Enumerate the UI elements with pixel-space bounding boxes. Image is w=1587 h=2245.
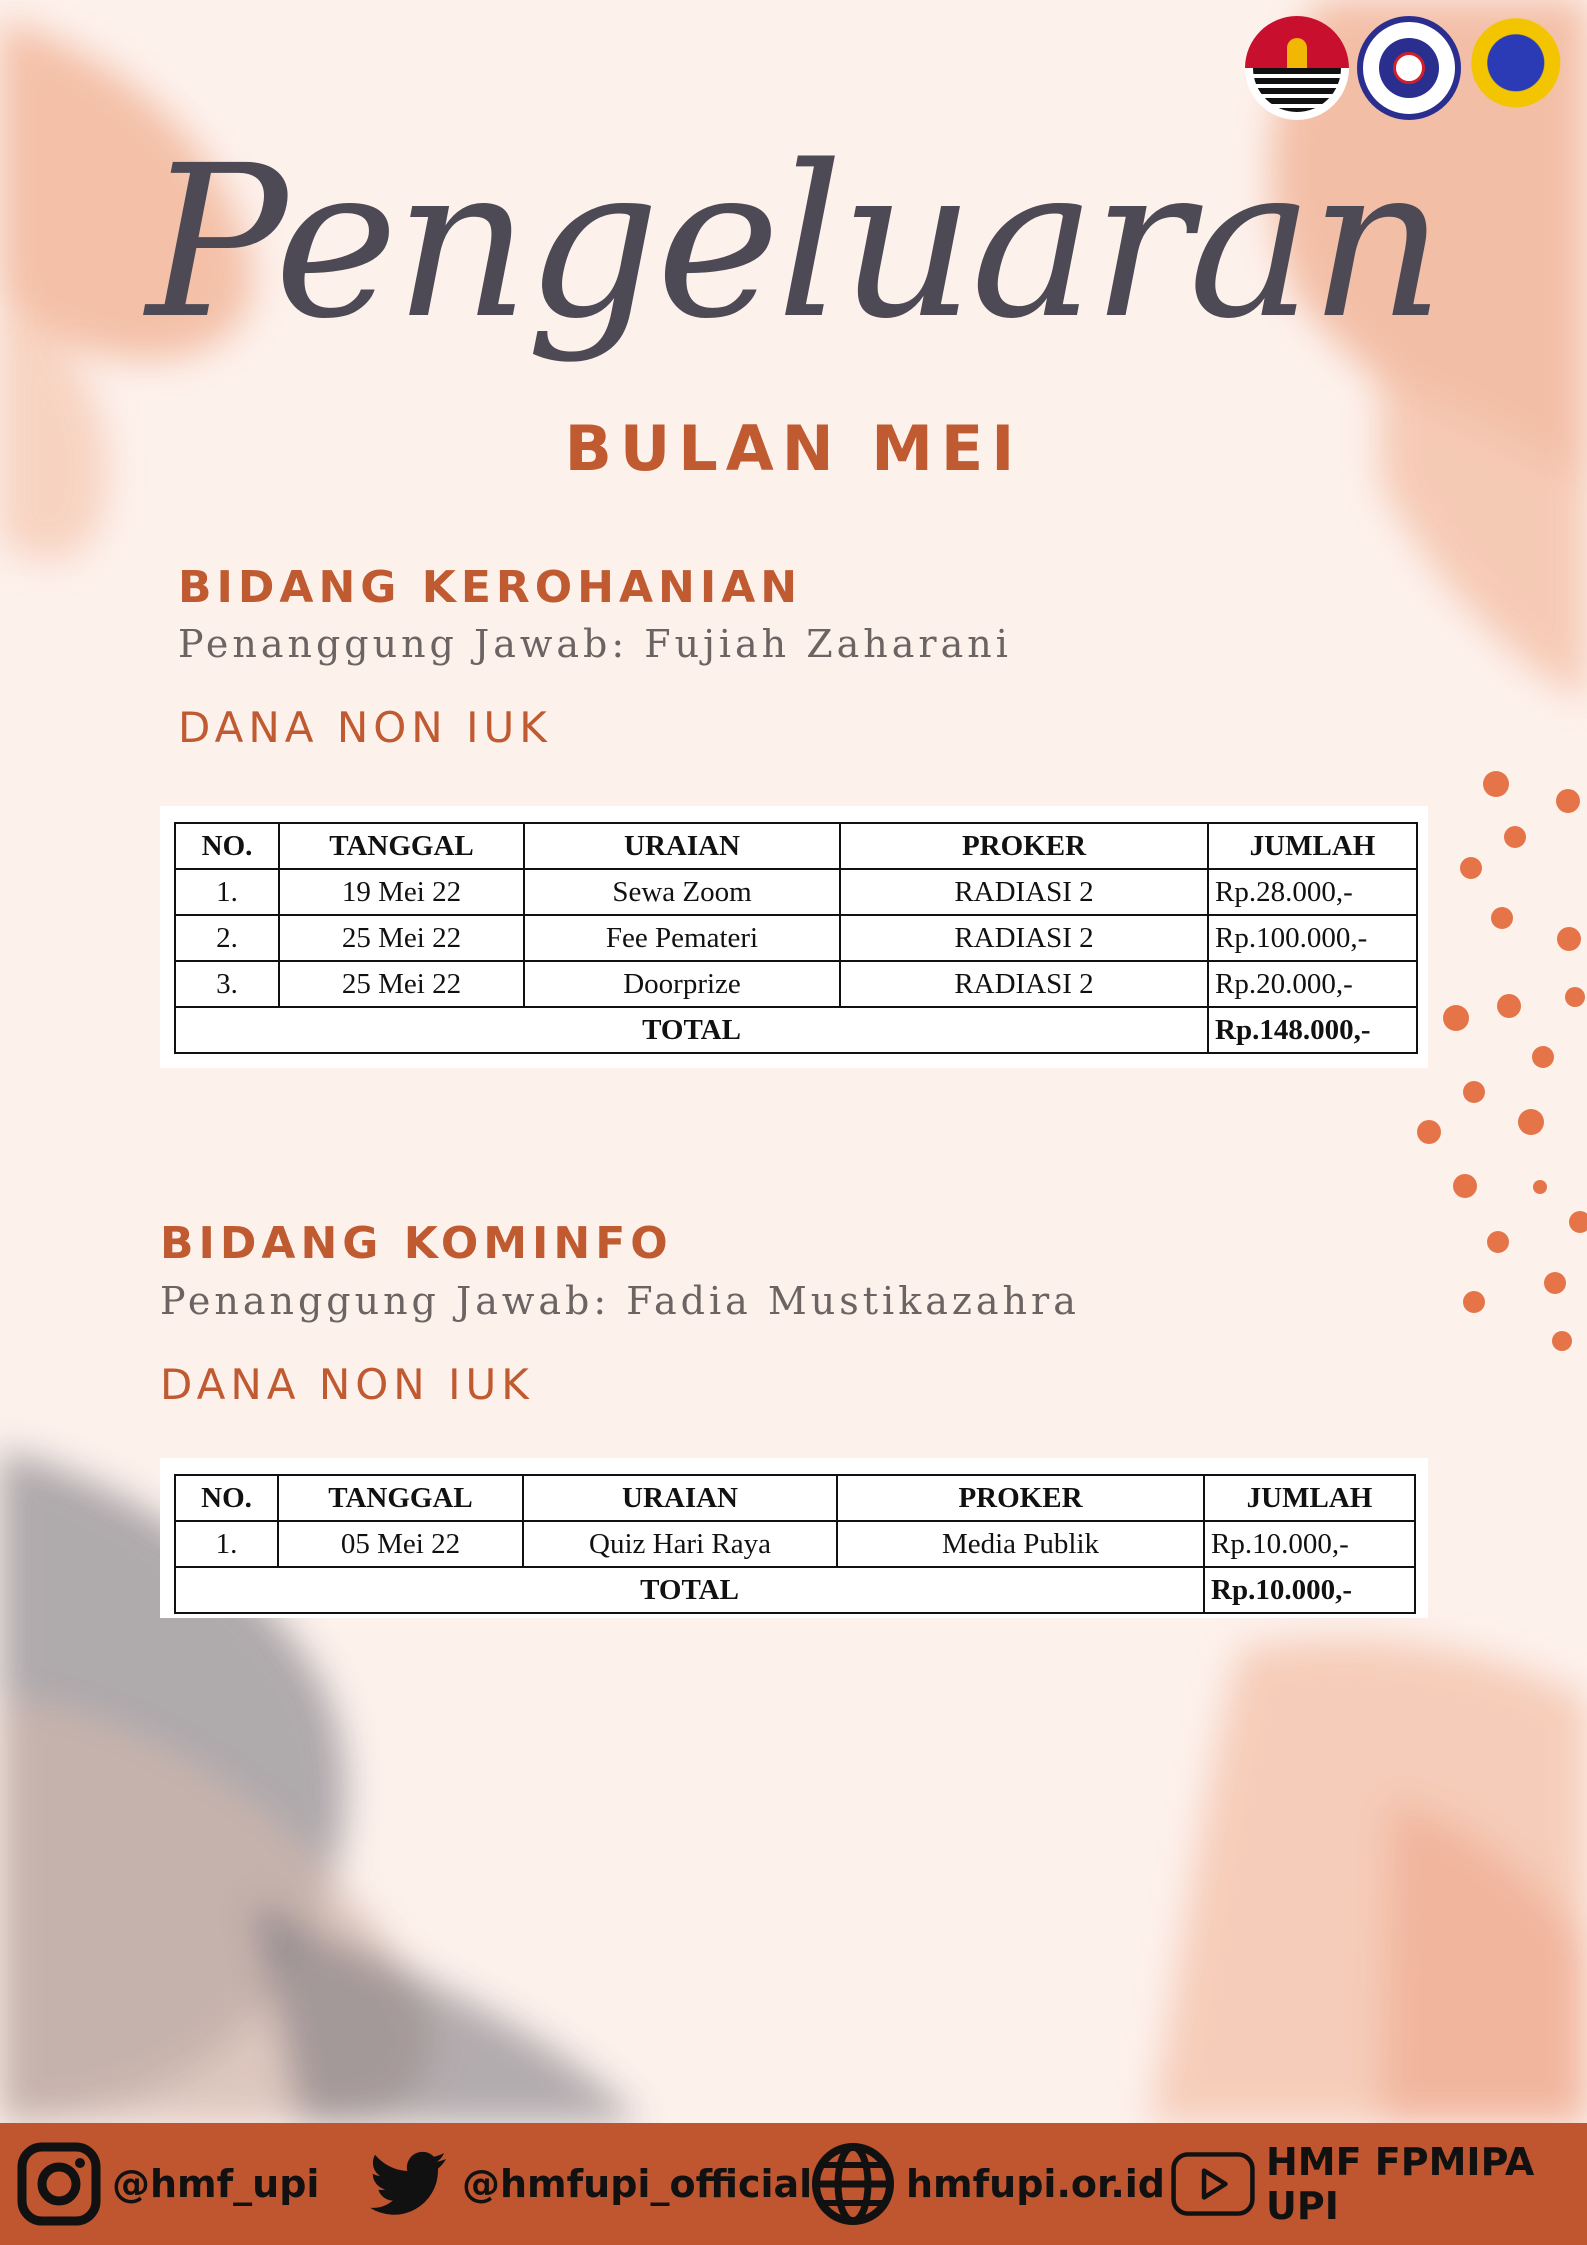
- fpmipa-logo: [1469, 16, 1573, 120]
- cell-tanggal: 25 Mei 22: [279, 961, 524, 1007]
- cell-no: 1.: [175, 869, 279, 915]
- section-2-title: BIDANG KOMINFO: [160, 1218, 673, 1269]
- section-1-table: [174, 822, 1418, 1054]
- cell-uraian: Quiz Hari Raya: [523, 1521, 837, 1567]
- header-proker: PROKER: [840, 823, 1208, 869]
- upi-logo: [1245, 16, 1349, 120]
- section-1-dana: DANA NON IUK: [178, 703, 552, 752]
- footer-website[interactable]: [810, 2141, 1165, 2227]
- youtube-channel: HMF FPMIPA UPI: [1266, 2140, 1535, 2228]
- header-jumlah: JUMLAH: [1204, 1475, 1415, 1521]
- header-uraian: URAIAN: [524, 823, 840, 869]
- twitter-icon: [366, 2141, 452, 2227]
- cell-tanggal: 25 Mei 22: [279, 915, 524, 961]
- instagram-icon: [16, 2141, 102, 2227]
- section-2-table: [174, 1474, 1416, 1614]
- footer-youtube[interactable]: [1170, 2141, 1587, 2227]
- section-2-table-wrapper: [160, 1458, 1428, 1618]
- header-no: NO.: [175, 1475, 278, 1521]
- hmf-logo: [1357, 16, 1461, 120]
- instagram-handle: @hmf_upi: [112, 2162, 320, 2206]
- cell-jumlah: Rp.100.000,-: [1208, 915, 1417, 961]
- section-1-pj: Penanggung Jawab: Fujiah Zaharani: [178, 622, 1012, 666]
- cell-jumlah: Rp.10.000,-: [1204, 1521, 1415, 1567]
- footer-instagram[interactable]: [16, 2141, 319, 2227]
- section-2-pj: Penanggung Jawab: Fadia Mustikazahra: [160, 1279, 1080, 1323]
- cell-proker: Media Publik: [837, 1521, 1204, 1567]
- cell-no: 1.: [175, 1521, 278, 1567]
- cell-proker: RADIASI 2: [840, 961, 1208, 1007]
- total-label: TOTAL: [175, 1007, 1208, 1053]
- cell-tanggal: 19 Mei 22: [279, 869, 524, 915]
- table-row: [175, 915, 1417, 961]
- cell-proker: RADIASI 2: [840, 915, 1208, 961]
- youtube-icon: [1170, 2141, 1256, 2227]
- total-label: TOTAL: [175, 1567, 1204, 1613]
- header-tanggal: TANGGAL: [278, 1475, 523, 1521]
- globe-icon: [810, 2141, 896, 2227]
- header-jumlah: JUMLAH: [1208, 823, 1417, 869]
- cell-uraian: Sewa Zoom: [524, 869, 840, 915]
- header-uraian: URAIAN: [523, 1475, 837, 1521]
- total-value: Rp.148.000,-: [1208, 1007, 1417, 1053]
- table-total-row: [175, 1007, 1417, 1053]
- cell-tanggal: 05 Mei 22: [278, 1521, 523, 1567]
- website-url: hmfupi.or.id: [906, 2162, 1165, 2206]
- footer-bar: [0, 2123, 1587, 2245]
- logo-group: [1245, 16, 1573, 120]
- cell-no: 2.: [175, 915, 279, 961]
- table-row: [175, 1521, 1415, 1567]
- header-no: NO.: [175, 823, 279, 869]
- header-tanggal: TANGGAL: [279, 823, 524, 869]
- section-1-title: BIDANG KEROHANIAN: [178, 562, 803, 613]
- cell-no: 3.: [175, 961, 279, 1007]
- section-2-dana: DANA NON IUK: [160, 1360, 534, 1409]
- table-total-row: [175, 1567, 1415, 1613]
- table-row: [175, 961, 1417, 1007]
- cell-jumlah: Rp.28.000,-: [1208, 869, 1417, 915]
- decorative-dots: [1417, 771, 1587, 1351]
- cell-uraian: Doorprize: [524, 961, 840, 1007]
- footer-twitter[interactable]: [366, 2141, 812, 2227]
- cell-jumlah: Rp.20.000,-: [1208, 961, 1417, 1007]
- header-proker: PROKER: [837, 1475, 1204, 1521]
- section-1-table-wrapper: [160, 806, 1428, 1068]
- twitter-handle: @hmfupi_official: [462, 2162, 813, 2206]
- page-subtitle: BULAN MEI: [564, 412, 1023, 485]
- total-value: Rp.10.000,-: [1204, 1567, 1415, 1613]
- cell-proker: RADIASI 2: [840, 869, 1208, 915]
- cell-uraian: Fee Pemateri: [524, 915, 840, 961]
- table-header-row: [175, 1475, 1415, 1521]
- table-header-row: [175, 823, 1417, 869]
- page-title: Pengeluaran: [146, 120, 1441, 365]
- table-row: [175, 869, 1417, 915]
